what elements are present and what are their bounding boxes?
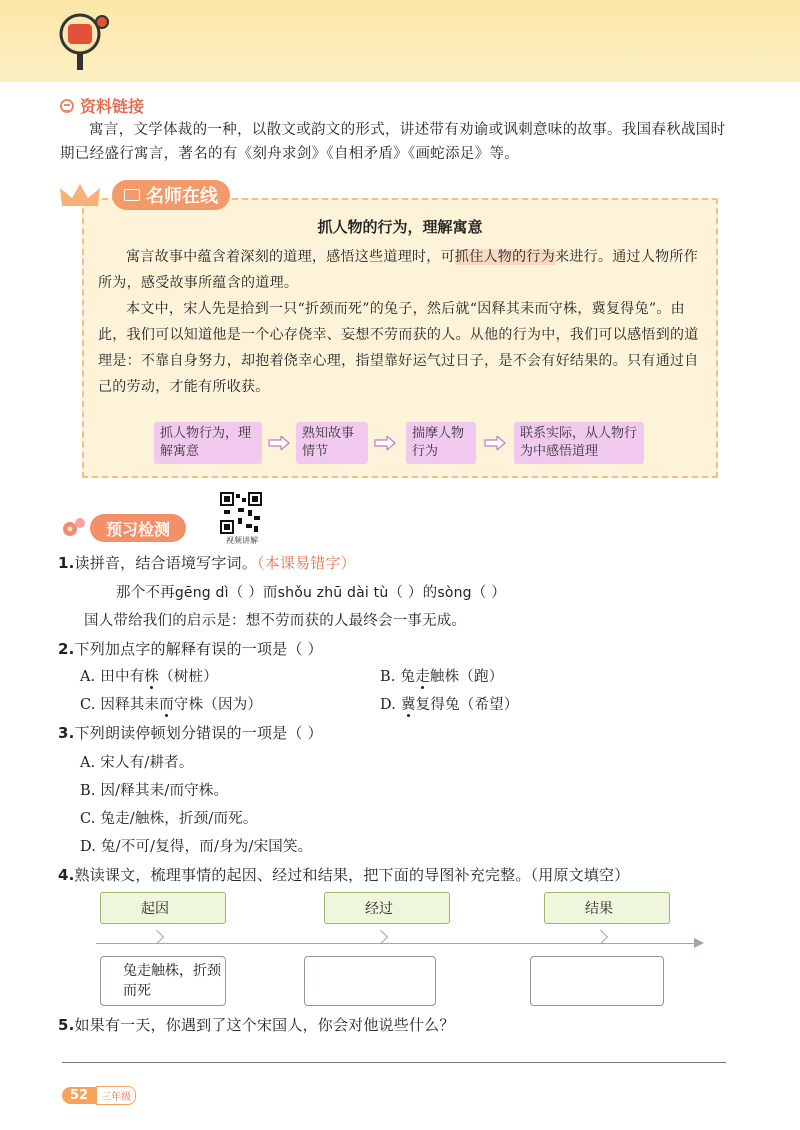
map-answer-result[interactable] (530, 956, 664, 1006)
answer-blank[interactable]: （ ）而 (228, 585, 278, 601)
arrow-right-icon (374, 436, 396, 450)
chevron-right-icon (594, 930, 608, 944)
highlight-text: 抓住人物的行为 (454, 249, 556, 265)
teacher-text (98, 244, 710, 400)
flow-step-3: 揣摩人物行为 (406, 422, 476, 464)
option-d[interactable]: D. 兔/不可/复得，而/身为/宋国笑。 (80, 839, 313, 855)
answer-blank[interactable]: （ ）的 (388, 585, 438, 601)
teacher-title: 抓人物的行为，理解寓意 (317, 218, 483, 236)
reference-heading (60, 94, 144, 117)
arrow-right-icon (484, 436, 506, 450)
option-c[interactable]: C. 因释其耒而守株（因为） (80, 697, 263, 713)
map-label-process: 经过 (324, 892, 450, 924)
flow-diagram (84, 422, 716, 466)
option-a[interactable]: A. 宋人有/耕者。 (80, 755, 194, 771)
crown-icon (58, 180, 112, 210)
answer-line[interactable] (62, 1062, 726, 1063)
chevron-right-icon (374, 930, 388, 944)
grade-label: 三年级 (96, 1086, 136, 1105)
question-3: 3.下列朗读停顿划分错误的一项是（ ） (58, 724, 323, 742)
timeline-line (96, 943, 700, 944)
option-b[interactable]: B. 因/释其耒/而守株。 (80, 783, 229, 799)
lantern-icon (54, 10, 110, 74)
teacher-paragraph-1: 寓言故事中蕴含着深刻的道理，感悟这些道理时，可抓住人物的行为来进行。通过人物所作所为，感受故事所蕴含的道理。 (98, 249, 699, 291)
header-band (0, 0, 800, 82)
question-1-line-1: 那个不再gēng dì（ ）而shǒu zhū dài tù（ ）的sòng（ ） (116, 585, 506, 601)
option-b[interactable]: B. 兔走触株（跑） (380, 669, 504, 685)
teacher-box (82, 198, 718, 478)
reference-title: 资料链接 (80, 97, 145, 116)
map-label-cause: 起因 (100, 892, 226, 924)
option-a[interactable]: A. 田中有株（树桩） (80, 669, 218, 685)
pen-icon (124, 189, 140, 201)
reference-text: 寓言，文学体裁的一种，以散文或韵文的形式，讲述带有劝谕或讽刺意味的故事。我国春秋战国时期已经盛行寓言，著名的有《刻舟求剑》《自相矛盾》《画蛇添足》等。 (60, 122, 726, 162)
qr-caption: 视频讲解 (226, 536, 258, 545)
arrow-right-icon (268, 436, 290, 450)
map-label-result: 结果 (544, 892, 670, 924)
flow-step-4: 联系实际，从人物行为中感悟道理 (514, 422, 644, 464)
qr-code-icon[interactable] (220, 492, 262, 534)
teacher-badge-pill: 名师在线 (112, 180, 230, 210)
question-4: 4.熟读课文，梳理事情的起因、经过和结果，把下面的导图补充完整。（用原文填空） (58, 866, 630, 884)
page-footer (62, 1086, 136, 1105)
arrow-head-icon (694, 938, 704, 948)
mind-map (96, 892, 708, 1010)
page-number: 52 (62, 1087, 96, 1104)
preview-heading (60, 514, 186, 542)
question-1-line-2: 国人带给我们的启示是：想不劳而获的人最终会一事无成。 (84, 613, 467, 629)
question-5: 5.如果有一天，你遇到了这个宋国人，你会对他说些什么？ (58, 1016, 455, 1034)
book-icon (60, 99, 74, 113)
question-tag: （本课易错字） (256, 554, 356, 572)
option-d[interactable]: D. 冀复得兔（希望） (380, 697, 519, 713)
answer-blank[interactable]: （ ） (471, 585, 506, 601)
teacher-badge (58, 180, 230, 210)
flow-step-1: 抓人物行为，理解寓意 (154, 422, 262, 464)
question-2: 2.下列加点字的解释有误的一项是（ ） (58, 640, 323, 658)
blossom-icon (60, 515, 90, 541)
flow-step-2: 熟知故事情节 (296, 422, 368, 464)
map-answer-process[interactable] (304, 956, 436, 1006)
chevron-right-icon (150, 930, 164, 944)
option-c[interactable]: C. 兔走/触株，折颈/而死。 (80, 811, 258, 827)
map-answer-cause: 兔走触株，折颈而死 (100, 956, 226, 1006)
preview-title: 预习检测 (90, 514, 186, 542)
teacher-paragraph-2: 本文中，宋人先是拾到一只“折颈而死”的兔子，然后就“因释其耒而守株，冀复得兔”。由此，我们可以知道他是一个心存侥幸、妄想不劳而获的人。从他的行为中，我们可以感悟到的道理是：不靠自身努力，却抱着侥幸心理，指望靠好运气过日子，是不会有好结果的。只有通过自己的劳动，才能有所收获。 (98, 301, 699, 395)
question-1: 1.读拼音，结合语境写字词。（本课易错字） (58, 554, 356, 572)
